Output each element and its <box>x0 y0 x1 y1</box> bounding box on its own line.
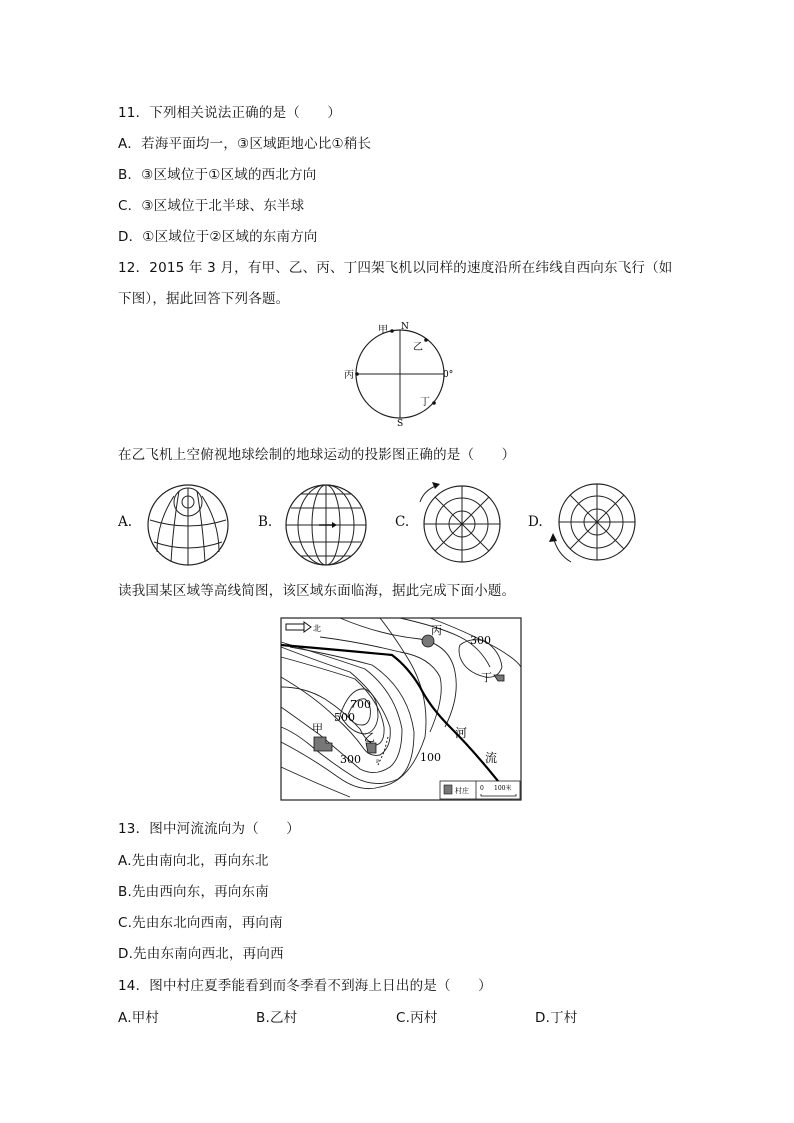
label-jia: 甲 <box>378 325 388 336</box>
village-ding-label: 丁 <box>481 671 492 684</box>
point-p-label: P <box>376 759 380 765</box>
river-label-2: 流 <box>485 751 498 765</box>
q14-stem: 14．图中村庄夏季能看到而冬季看不到海上日出的是（ ） <box>118 978 492 994</box>
q12-option-c-label: C. <box>395 514 410 530</box>
q11-option-b: B．③区域位于①区域的西北方向 <box>118 167 317 183</box>
q12-stem-line2: 下图），据此回答下列各题。 <box>118 291 290 307</box>
q12-sub-question: 在乙飞机上空俯视地球绘制的地球运动的投影图正确的是（ ） <box>118 447 516 463</box>
contour-intro: 读我国某区域等高线简图，该区域东面临海，据此完成下面小题。 <box>118 583 516 599</box>
plane-bing-dot <box>355 372 359 376</box>
village-yi-icon <box>366 743 376 753</box>
q11-option-d: D．①区域位于②区域的东南方向 <box>118 229 318 245</box>
plane-yi-dot <box>424 338 428 342</box>
q13-stem: 13．图中河流流向为（ ） <box>118 821 300 837</box>
q12-option-a-label: A. <box>118 514 133 530</box>
option-c-polar-drawing <box>412 476 508 570</box>
legend-village-label: 村庄 <box>455 787 469 795</box>
label-zero: 0° <box>443 370 454 380</box>
label-south: S <box>397 419 404 429</box>
label-north: N <box>401 322 409 332</box>
contour-label-500: 500 <box>334 711 355 724</box>
legend-village-icon <box>444 785 452 794</box>
label-ding: 丁 <box>420 397 430 408</box>
village-jia-label: 甲 <box>312 722 323 735</box>
plane-jia-dot <box>390 329 394 333</box>
village-bing-label: 丙 <box>431 624 442 637</box>
legend-scale-value: 100米 <box>494 785 512 792</box>
contour-map <box>280 617 524 803</box>
q12-option-b-label: B. <box>258 514 273 530</box>
legend-scale-zero: 0 <box>480 785 484 792</box>
q14-option-d: D.丁村 <box>535 1010 578 1026</box>
contour-label-300-top: 300 <box>470 634 491 647</box>
contour-label-700: 700 <box>350 698 371 711</box>
map-legend <box>440 781 520 799</box>
q11-option-a: A．若海平面均一，③区域距地心比①稍长 <box>118 136 372 152</box>
globe-planes-figure <box>340 320 460 429</box>
label-yi: 乙 <box>413 342 423 353</box>
contour-label-300-bottom: 300 <box>340 753 361 766</box>
north-label: 北 <box>313 624 321 633</box>
contour-label-100: 100 <box>420 751 441 764</box>
q14-option-c: C.丙村 <box>396 1010 438 1026</box>
plane-ding-dot <box>432 401 436 405</box>
q12-stem-line1: 12．2015 年 3 月，有甲、乙、丙、丁四架飞机以同样的速度沿所在纬线自西向东飞行（如 <box>118 260 673 276</box>
q11-option-c: C．③区域位于北半球、东半球 <box>118 198 305 214</box>
q13-option-c: C.先由东北向西南，再向南 <box>118 915 283 931</box>
q13-option-d: D.先由东南向西北，再向西 <box>118 946 284 962</box>
option-b-globe-drawing <box>283 482 369 568</box>
q14-option-b: B.乙村 <box>256 1010 298 1026</box>
q12-option-d-label: D. <box>528 514 543 530</box>
q11-stem: 11．下列相关说法正确的是（ ） <box>118 105 342 121</box>
river-label-1: 河 <box>455 726 468 740</box>
label-bing: 丙 <box>344 370 354 381</box>
q13-option-a: A.先由南向北，再向东北 <box>118 853 269 869</box>
village-yi-label: 乙 <box>364 731 375 744</box>
option-a-globe-drawing <box>145 482 231 568</box>
option-d-polar-drawing <box>545 478 641 574</box>
q14-option-a: A.甲村 <box>118 1010 160 1026</box>
q13-option-b: B.先由西向东，再向东南 <box>118 884 269 900</box>
